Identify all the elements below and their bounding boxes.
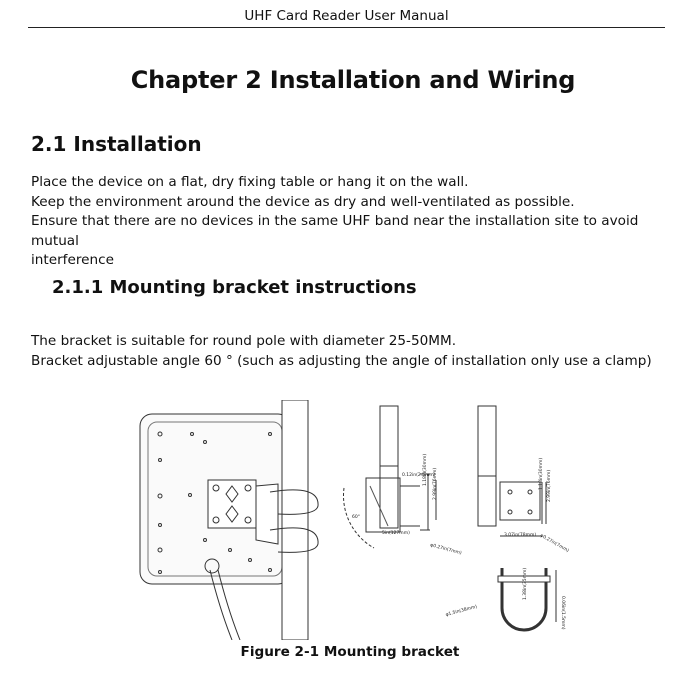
installation-paragraph <box>31 173 671 271</box>
dim-label-7: 2.99in(76mm) <box>547 469 552 502</box>
dim-label-4: 5in(127mm) <box>382 531 410 536</box>
mounting-pole <box>282 400 308 640</box>
dim-label-12: 0.06in(1.5mm) <box>560 596 565 630</box>
mounting-bracket-drawing <box>130 400 590 640</box>
dim-label-10: φ1.5in(38mm) <box>445 604 478 618</box>
bracket-line-2: Bracket adjustable angle 60 ° (such as adjusting the angle of installation only use a clamp) <box>31 352 652 369</box>
bracket-plate <box>208 480 256 528</box>
dim-label-2: 1.18in(30mm) <box>423 453 428 486</box>
section-title: 2.1 Installation <box>31 132 202 156</box>
page-header: UHF Card Reader User Manual <box>244 8 449 24</box>
header-divider <box>28 27 665 28</box>
figure-caption: Figure 2-1 Mounting bracket <box>240 644 460 660</box>
chapter-title: Chapter 2 Installation and Wiring <box>130 66 576 94</box>
bracket-paragraph <box>31 332 671 371</box>
installation-line-1: Place the device on a flat, dry fixing table or hang it on the wall. <box>31 174 469 190</box>
installation-line-4: interference <box>31 252 114 268</box>
subsection-title: 2.1.1 Mounting bracket instructions <box>52 277 417 298</box>
dim-label-5: φ0.27in(7mm) <box>429 543 462 557</box>
dim-label-9: φ0.27in(7mm) <box>539 533 570 554</box>
installation-line-2: Keep the environment around the device as dry and well-ventilated as possible. <box>31 193 575 210</box>
dim-label-6: 1.18in(30mm) <box>539 457 544 490</box>
bracket-line-1: The bracket is suitable for round pole with diameter 25-50MM. <box>31 333 457 349</box>
angle-label: 60° <box>352 515 360 520</box>
dim-label-11: 1.38in(35mm) <box>523 567 528 600</box>
dim-label-8: 3.07in(78mm) <box>504 533 537 538</box>
mounting-bracket-figure <box>130 400 590 640</box>
dim-label-3: 2.99in(76mm) <box>433 467 438 500</box>
dim-label-1: 0.12in(2.5mm) <box>402 473 436 478</box>
installation-line-3: Ensure that there are no devices in the same UHF band near the installation site to avoid mutual <box>31 213 639 249</box>
